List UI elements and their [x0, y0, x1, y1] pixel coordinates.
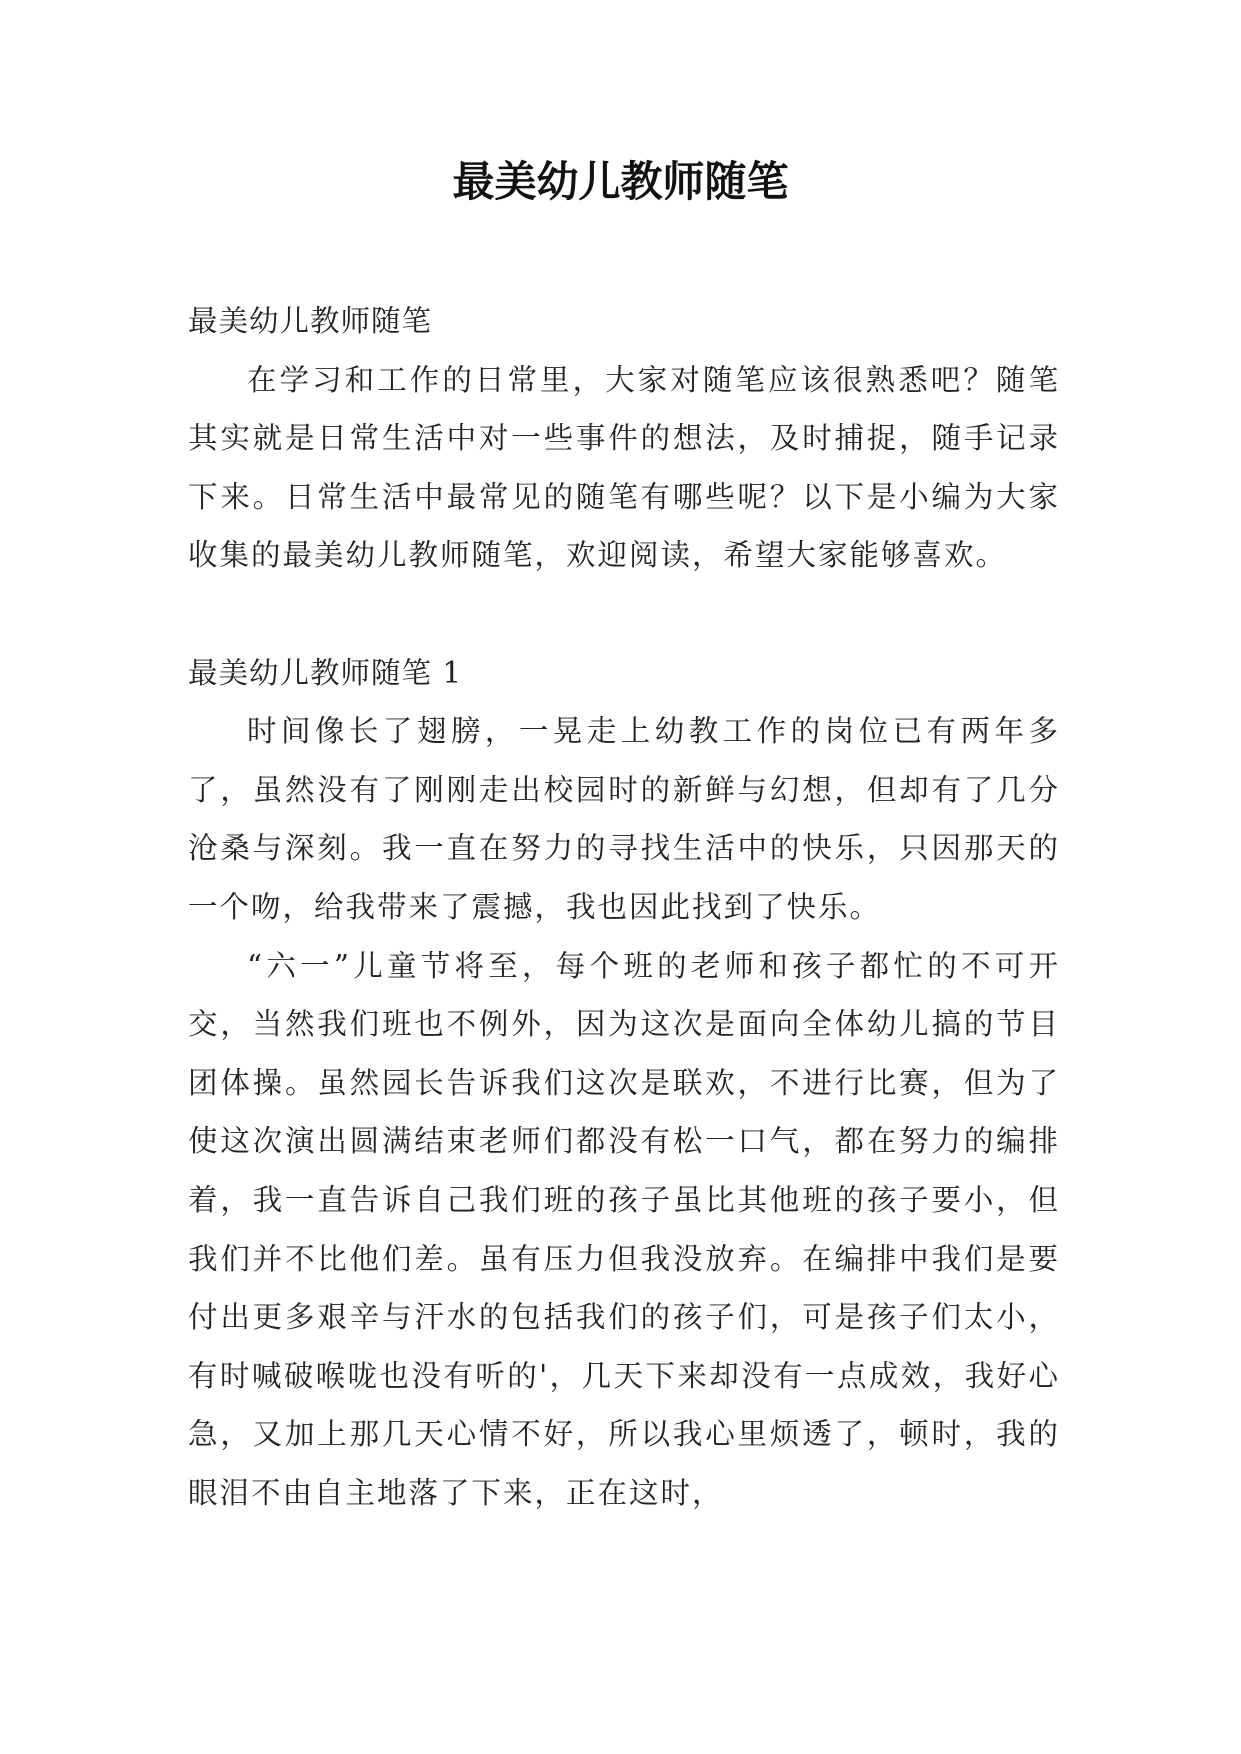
- section-heading: 最美幼儿教师随笔 1: [188, 655, 463, 690]
- intro-heading: 最美幼儿教师随笔: [188, 304, 433, 338]
- document-body: [188, 292, 1060, 1522]
- section-paragraph-2: “六一”儿童节将至，每个班的老师和孩子都忙的不可开交，当然我们班也不例外，因为这次是面向全体幼儿搞的节目团体操。虽然园长告诉我们这次是联欢，不进行比赛，但为了使这次演出圆满结束老师们都没有松一口气，都在努力的编排着，我一直告诉自己我们班的孩子虽比其他班的孩子要小，但我们并不比他们差。虽有压力但我没放弃。在编排中我们是要付出更多艰辛与汗水的包括我们的孩子们，可是孩子们太小，有时喊破喉咙也没有听的'，几天下来却没有一点成效，我好心急，又加上那几天心情不好，所以我心里烦透了，顿时，我的眼泪不由自主地落了下来，正在这时，: [188, 948, 1060, 1510]
- document-title: 最美幼儿教师随笔: [452, 157, 789, 206]
- section-paragraph-1: 时间像长了翅膀，一晃走上幼教工作的岗位已有两年多了，虽然没有了刚刚走出校园时的新鲜与幻想，但却有了几分沧桑与深刻。我一直在努力的寻找生活中的快乐，只因那天的一个吻，给我带来了震撼，我也因此找到了快乐。: [188, 714, 1060, 924]
- intro-paragraph: 在学习和工作的日常里，大家对随笔应该很熟悉吧？随笔其实就是日常生活中对一些事件的想法，及时捕捉，随手记录下来。日常生活中最常见的随笔有哪些呢？以下是小编为大家收集的最美幼儿教师随笔，欢迎阅读，希望大家能够喜欢。: [188, 362, 1060, 573]
